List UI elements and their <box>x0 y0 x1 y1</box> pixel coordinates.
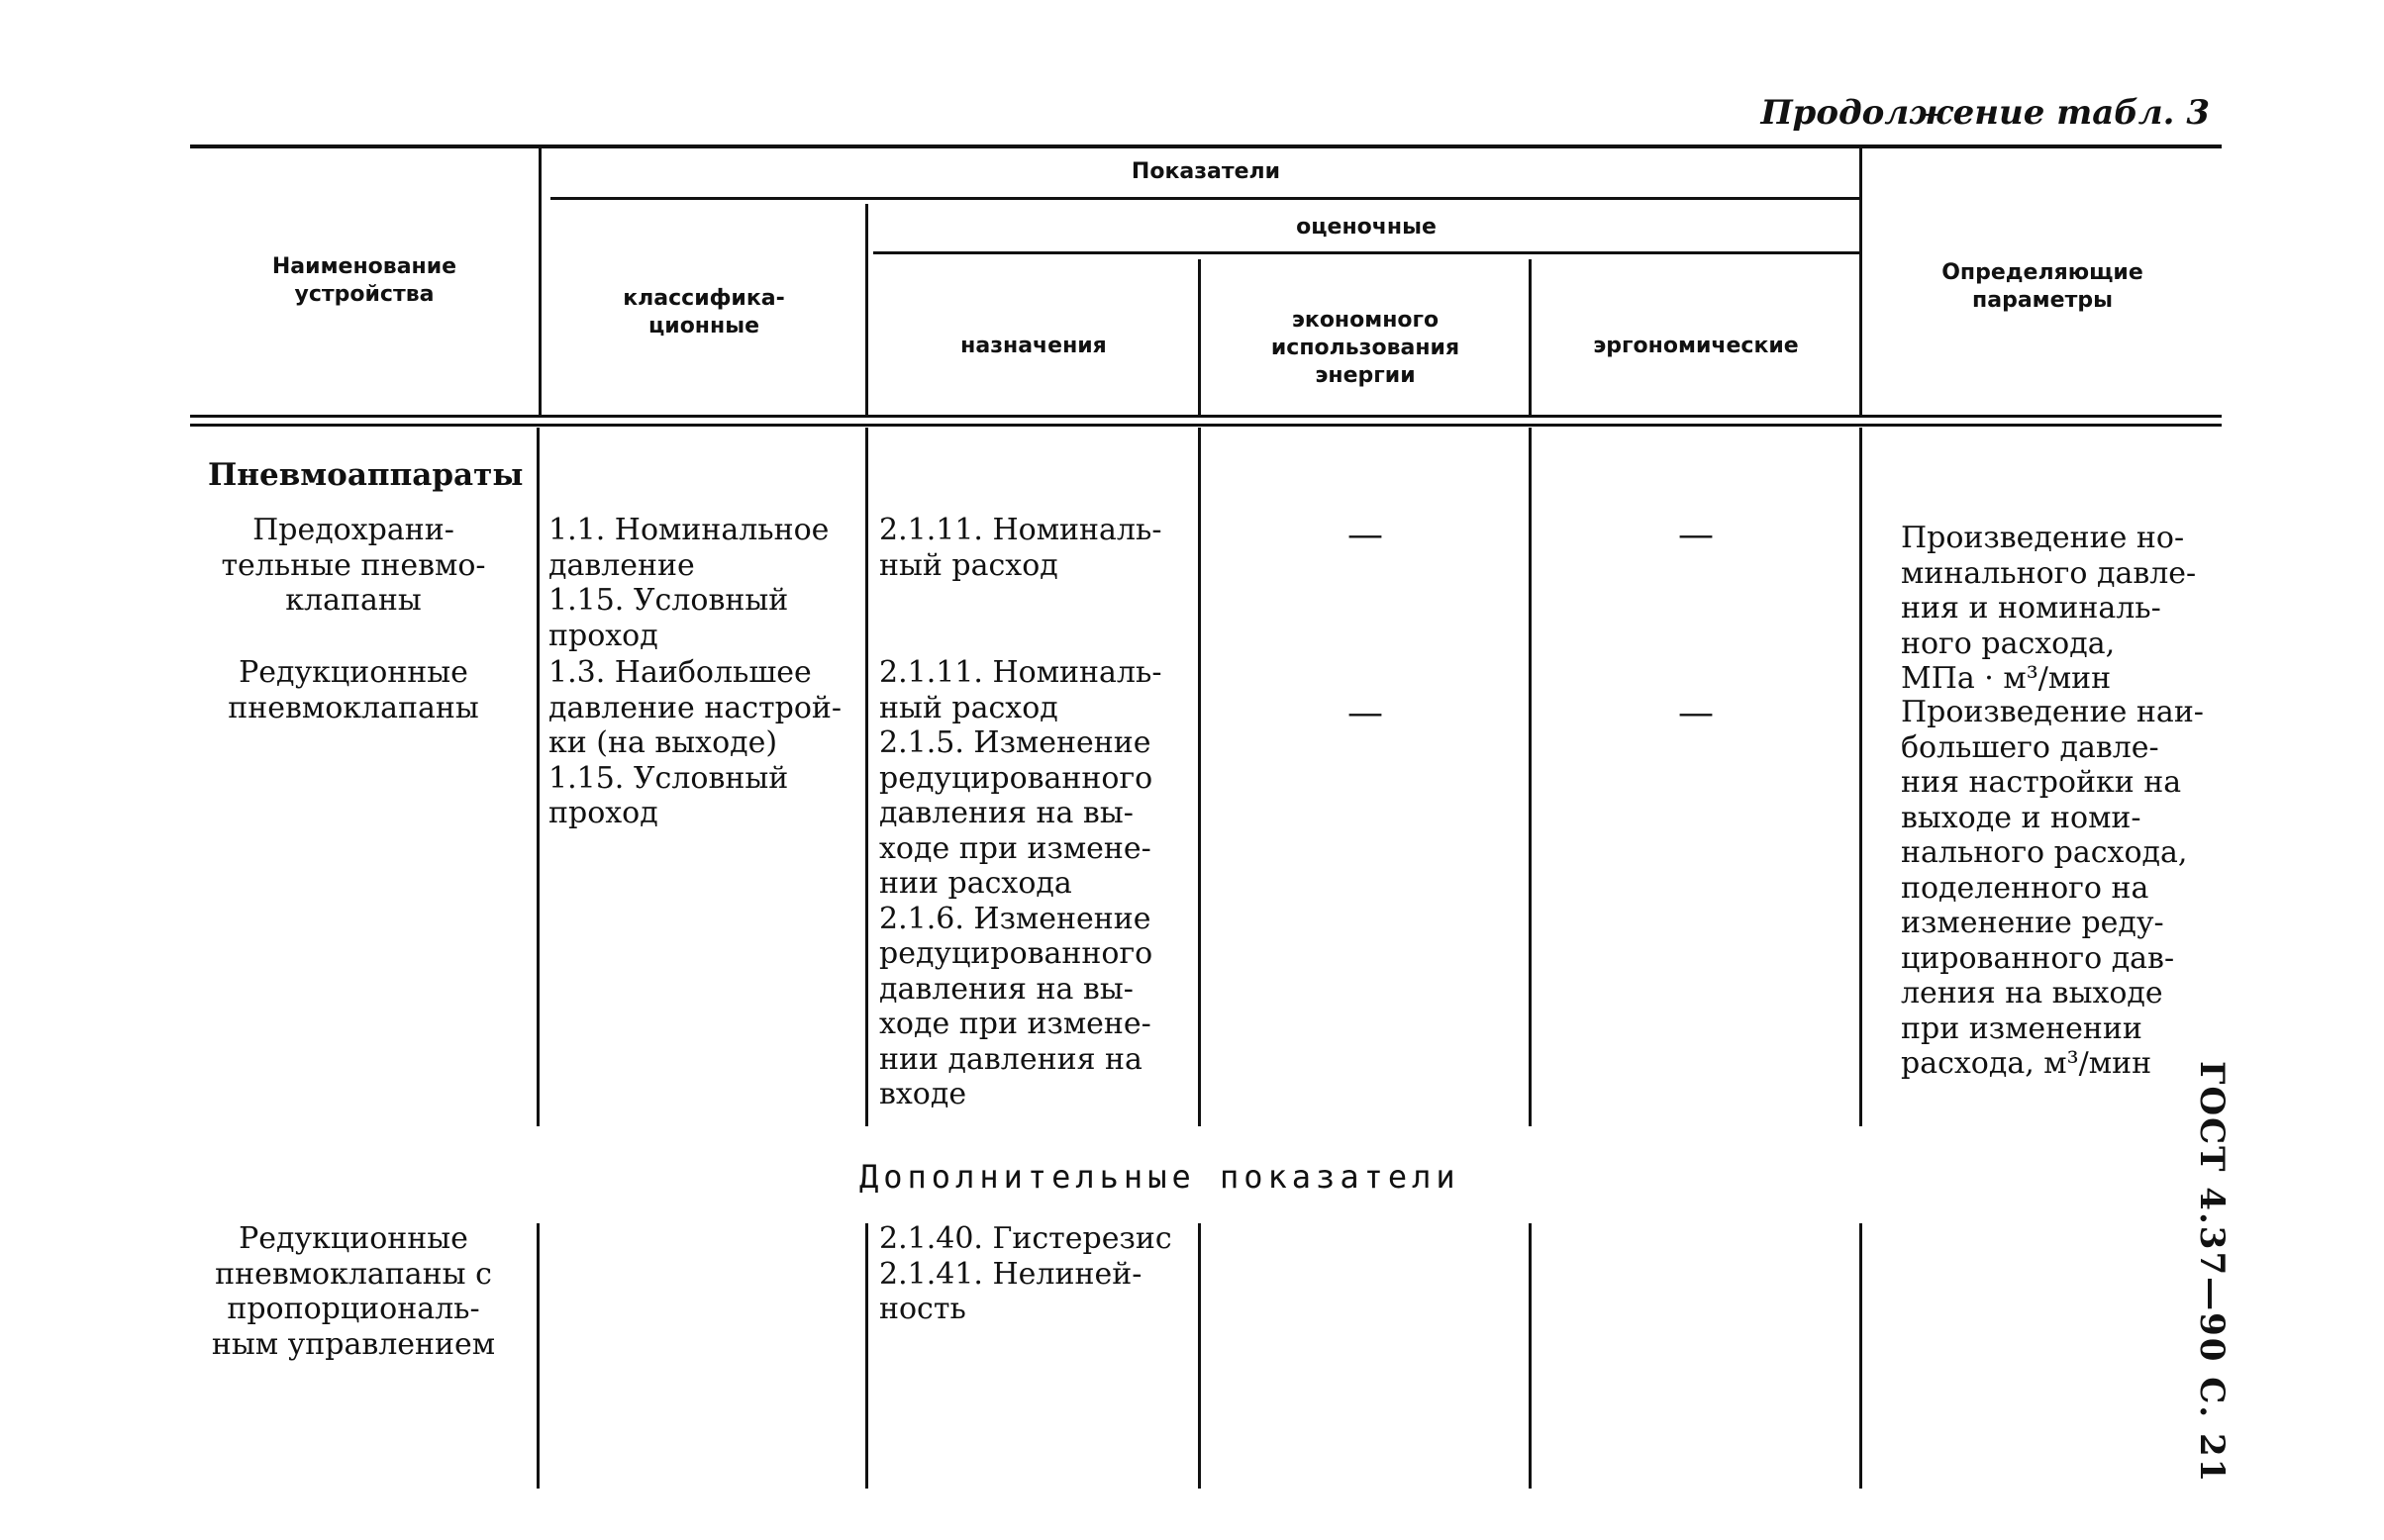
col-divider-ergonomic-header <box>1859 146 1862 416</box>
header-device-name: Наименование устройства <box>271 254 457 307</box>
header-evaluative: оценочные <box>1296 215 1437 240</box>
header-bottom-rule-2 <box>190 424 2222 427</box>
col-divider-purpose-body <box>1198 428 1201 1126</box>
col-divider-purpose-additional <box>1198 1223 1201 1489</box>
col-divider-classification-header <box>865 204 868 416</box>
row-2-device: Редукционные пневмоклапаны <box>228 655 479 725</box>
indicators-underline <box>550 197 1861 200</box>
col-divider-device-body <box>537 428 540 1126</box>
col-divider-ergonomic-body <box>1859 428 1862 1126</box>
table-top-rule <box>190 144 2222 148</box>
row-1-defining: Произведение но- минального давле- ния и номиналь- ного расхода, МПа · м³/мин <box>1901 521 2197 696</box>
evaluative-underline <box>873 251 1859 254</box>
col-divider-classification-body <box>865 428 868 1126</box>
side-page-reference: ГОСТ 4.37—90 С. 21 <box>2192 1061 2232 1485</box>
header-ergonomic: эргономические <box>1593 334 1799 358</box>
header-bottom-rule-1 <box>190 415 2222 418</box>
col-divider-energy-body <box>1529 428 1532 1126</box>
row-1-device: Предохрани- тельные пневмо- клапаны <box>221 513 486 618</box>
row-1-classification: 1.1. Номинальное давление 1.15. Условный проход <box>548 513 830 653</box>
col-divider-device-header <box>539 146 542 416</box>
row-2-purpose: 2.1.11. Номиналь- ный расход 2.1.5. Изменение редуцированного давления на вы- ходе при измене- нии расхода 2.1.6. Изменение редуцированного давления на вы- ходе при измене- нии давления на входе <box>879 655 1162 1111</box>
header-indicators: Показатели <box>1131 159 1281 184</box>
header-purpose: назначения <box>960 334 1107 358</box>
col-divider-energy-additional <box>1529 1223 1532 1489</box>
row-2-defining: Произведение наи- большего давле- ния настройки на выходе и номи- нального расхода, поделенного на изменение реду- цированного дав- ления на выходе при изменении расхода, м³/мин <box>1901 695 2204 1081</box>
col-divider-purpose-header <box>1198 259 1201 416</box>
row-1-purpose: 2.1.11. Номиналь- ный расход <box>879 513 1162 583</box>
additional-row-1-purpose: 2.1.40. Гистерезис 2.1.41. Нелиней- ность <box>879 1221 1172 1326</box>
col-divider-classification-additional <box>865 1223 868 1489</box>
header-classification: классифика- ционные <box>623 286 785 338</box>
col-divider-device-additional <box>537 1223 540 1489</box>
header-defining-params: Определяющие параметры <box>1941 260 2143 313</box>
table-continuation-label: Продолжение табл. 3 <box>1760 93 2210 133</box>
section-title: Пневмоаппараты <box>208 457 524 493</box>
additional-row-1-device: Редукционные пневмоклапаны с пропорциональ- ным управлением <box>211 1221 496 1362</box>
row-2-energy: — <box>1347 693 1383 733</box>
col-divider-energy-header <box>1529 259 1532 416</box>
row-2-ergonomic: — <box>1678 693 1714 733</box>
col-divider-ergonomic-additional <box>1859 1223 1862 1489</box>
additional-indicators-title: Дополнительные показатели <box>859 1158 1460 1196</box>
row-2-classification: 1.3. Наибольшее давление настрой- ки (на выходе) 1.15. Условный проход <box>548 655 843 830</box>
header-energy-economy: экономного использования энергии <box>1270 308 1460 388</box>
row-1-energy: — <box>1347 515 1383 555</box>
row-1-ergonomic: — <box>1678 515 1714 555</box>
